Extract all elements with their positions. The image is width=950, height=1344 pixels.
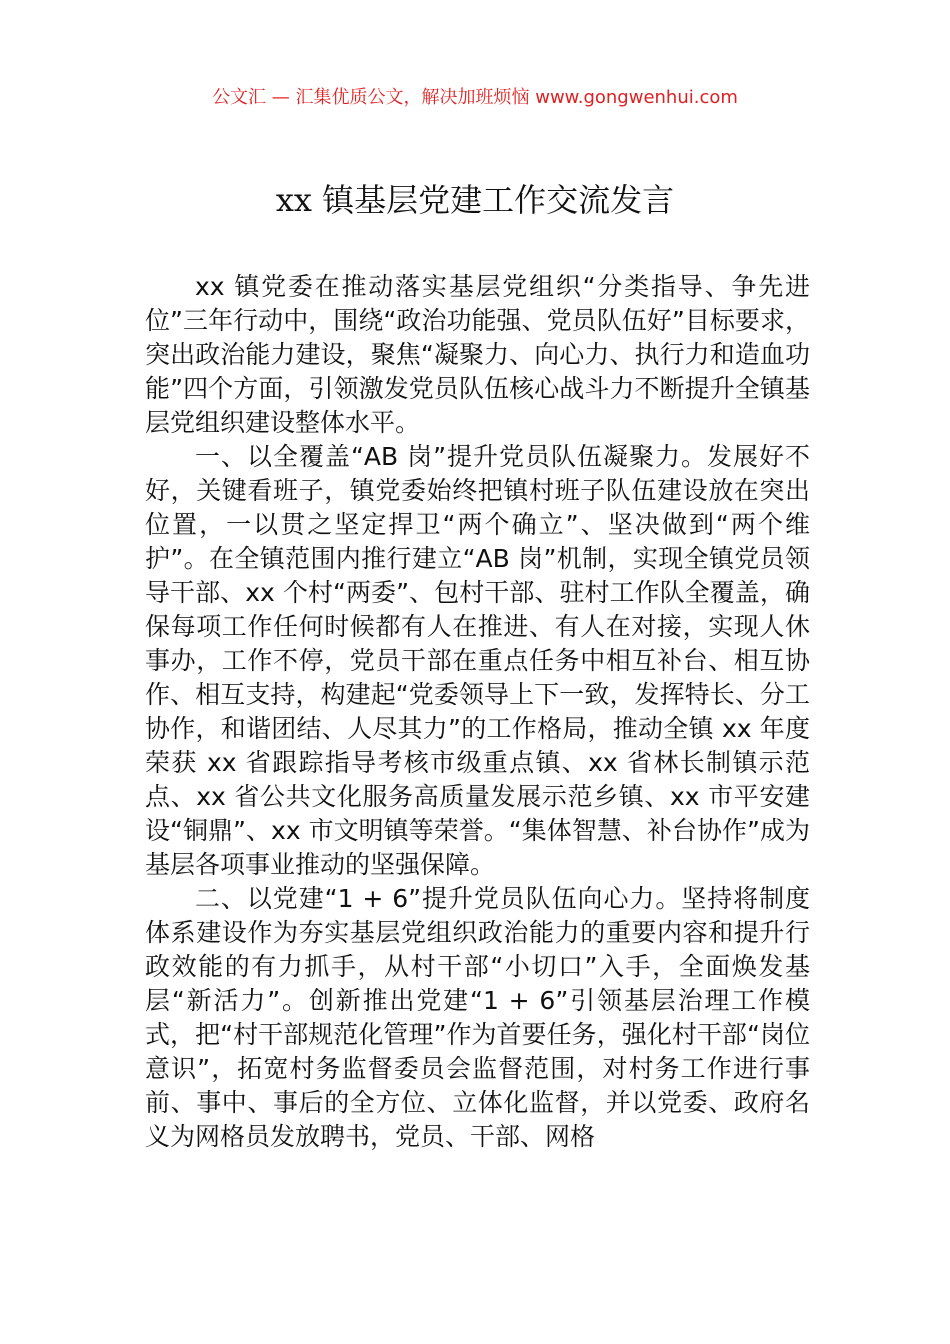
document-body — [145, 270, 810, 1154]
paragraph-intro: xx 镇党委在推动落实基层党组织“分类指导、争先进位”三年行动中，围绕“政治功能强、党员队伍好”目标要求，突出政治能力建设，聚焦“凝聚力、向心力、执行力和造血功能”四个方面，引领激发党员队伍核心战斗力不断提升全镇基层党组织建设整体水平。 — [145, 272, 810, 437]
paragraph-section-two: 二、以党建“1 + 6”提升党员队伍向心力。坚持将制度体系建设作为夯实基层党组织政治能力的重要内容和提升行政效能的有力抓手，从村干部“小切口”入手，全面焕发基层“新活力”。创新推出党建“1 + 6”引领基层治理工作模式，把“村干部规范化管理”作为首要任务，强化村干部“岗位意识”，拓宽村务监督委员会监督范围，对村务工作进行事前、事中、事后的全方位、立体化监督，并以党委、政府名义为网格员发放聘书，党员、干部、网格 — [145, 884, 810, 1151]
paragraph-section-one: 一、以全覆盖“AB 岗”提升党员队伍凝聚力。发展好不好，关键看班子，镇党委始终把镇村班子队伍建设放在突出位置，一以贯之坚定捍卫“两个确立”、坚决做到“两个维护”。在全镇范围内推行建立“AB 岗”机制，实现全镇党员领导干部、xx 个村“两委”、包村干部、驻村工作队全覆盖，确保每项工作任何时候都有人在推进、有人在对接，实现人休事办，工作不停，党员干部在重点任务中相互补台、相互协作、相互支持，构建起“党委领导上下一致，发挥特长、分工协作，和谐团结、人尽其力”的工作格局，推动全镇 xx 年度荣获 xx 省跟踪指导考核市级重点镇、xx 省林长制镇示范点、xx 省公共文化服务高质量发展示范乡镇、xx 市平安建设“铜鼎”、xx 市文明镇等荣誉。“集体智慧、补台协作”成为基层各项事业推动的坚强保障。 — [145, 442, 810, 879]
document-title: xx 镇基层党建工作交流发言 — [275, 181, 675, 219]
site-banner: 公文汇 — 汇集优质公文，解决加班烦恼 www.gongwenhui.com — [212, 87, 738, 108]
